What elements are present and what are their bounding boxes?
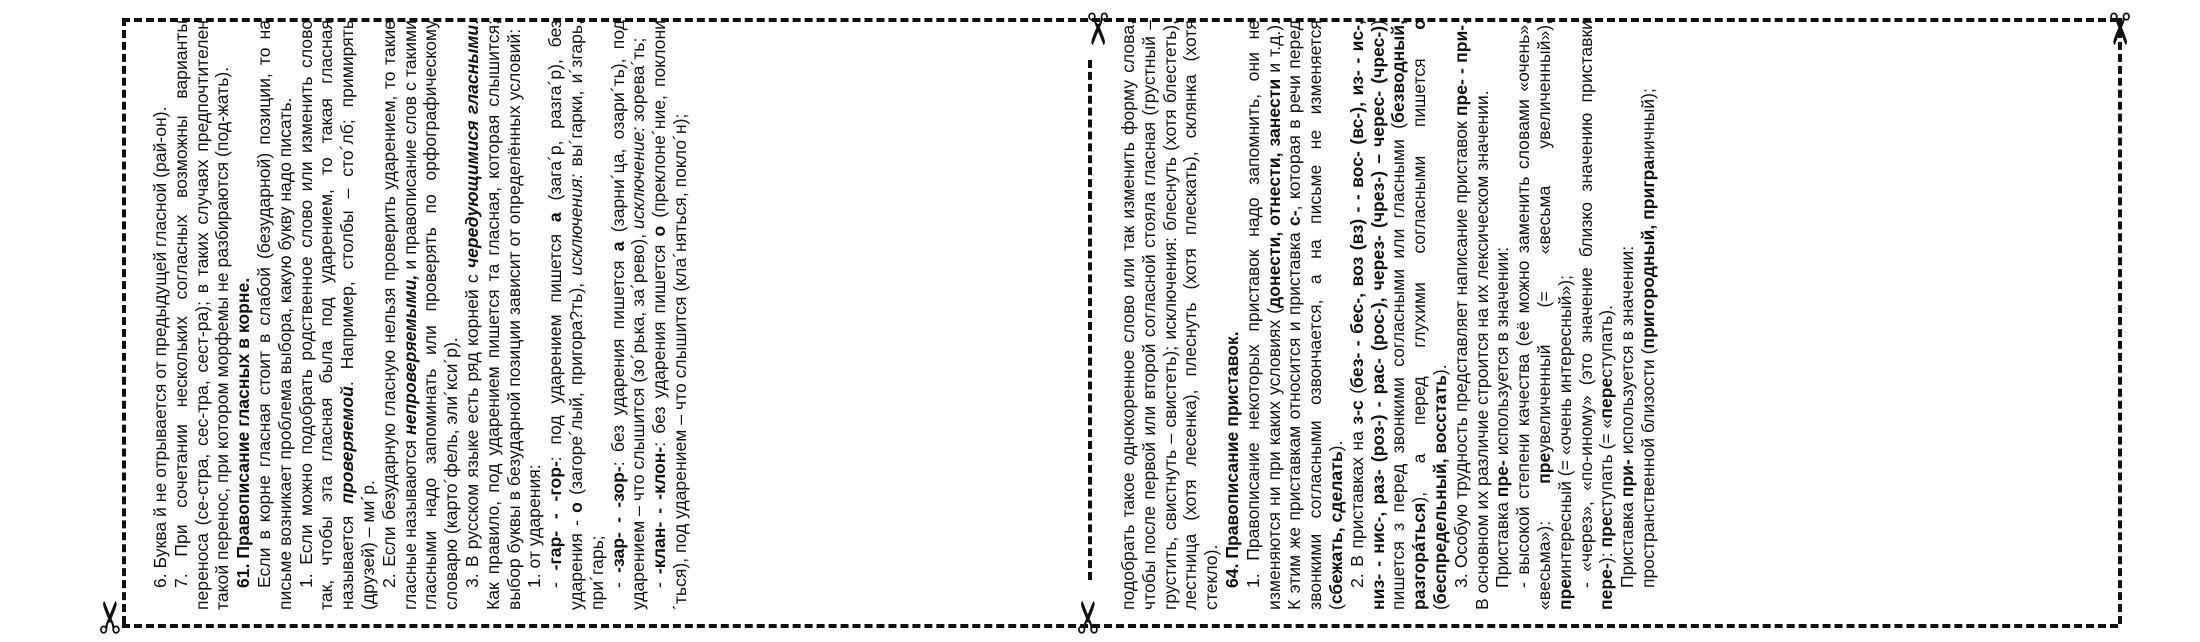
term: -зар- - -зор- (607, 466, 628, 573)
text: используется в значении: (1492, 246, 1513, 461)
term: при- (1617, 459, 1638, 498)
text: (загоре´лый, пригора?ть), (565, 275, 586, 503)
paragraph: Если в корне гласная стоит в слабой (безударной) позиции, то на письме возникает проблема выбора, какую букву надо писать. (253, 20, 295, 610)
paragraph (1243, 20, 1347, 610)
section-heading-64: 64. Правописание приставок. (1221, 331, 1242, 588)
term: з-с (1346, 400, 1367, 425)
text: ( (1346, 387, 1367, 401)
term: с (1409, 20, 1430, 30)
text: ). (1429, 364, 1450, 376)
text: ( (1429, 604, 1450, 610)
text: (зарни´ца, озари´ть), под ударением – что слышится (зо´рька, за´рево), (607, 20, 649, 610)
term: а (545, 212, 566, 223)
middle-dashed-cut-line (1088, 60, 1092, 580)
bottom-dashed-cut-line (122, 624, 2118, 628)
text: ). (1325, 440, 1346, 452)
left-dashed-cut-line (122, 18, 126, 624)
text: Приставка (1492, 497, 1513, 588)
term: а (607, 241, 628, 252)
paragraph (649, 20, 691, 610)
text: Приставка (1617, 497, 1638, 588)
paragraph: 6. Буква й не отрывается от предыдущей гласной (рай-он). (150, 106, 170, 588)
text: : без ударения пишется (607, 251, 628, 467)
term: донести, отнести, занести (1263, 78, 1284, 308)
text: - (545, 570, 566, 588)
scissors-icon: ✂ (1071, 10, 1122, 48)
text: - высокой степени качества (её можно заменить словами «очень», «весьма»): (1513, 20, 1554, 610)
scissors-icon: ✂ (86, 598, 137, 636)
term: пре- - при- (1450, 24, 1471, 117)
paragraph (545, 20, 607, 610)
text: : под ударением пишется (545, 222, 566, 462)
paragraph (1576, 20, 1618, 610)
paragraph (462, 20, 524, 610)
text: пространственной близости ( (1637, 348, 1658, 588)
text: ничный); (1637, 88, 1658, 160)
term: проверяемой (337, 386, 358, 504)
term: с- (1284, 210, 1305, 226)
text: . Как правило, под ударением пишется та гласная, которая слышится; выбор буквы в безударной позиции зависит от определённых условий: (461, 20, 524, 610)
paragraph: подобрать такое однокоренное слово или так изменить форму слова, чтобы после первой или второй согласной стояла гласная (грустный – грустить, свистнуть – свистеть); исключения: блеснуть (хотя блестеть), лестница (хотя лесенка), плеснуть (хотя плескать), склянка (хотя стекло). (1118, 20, 1222, 610)
paragraph (296, 20, 379, 610)
term: -клан- - -клон- (649, 446, 670, 575)
text: ) пишется з перед звонкими согласными или гласными ( (1367, 20, 1409, 610)
paragraph (379, 20, 462, 610)
text: ступать). (1596, 304, 1617, 378)
term: без- - бес-, воз (вз) - - вос- (вс-), из- - ис-, низ- - нис-, раз- (роз-) - рас- (рос-), через- (чрез-) – черес- (чрес-) (1346, 20, 1388, 610)
term: -гар- - -гор- (545, 461, 566, 571)
term: пере- (1596, 563, 1617, 610)
text: исключения: (565, 173, 586, 276)
text: - (607, 572, 628, 588)
text: (преклоне´ние, поклони´ться), под ударением – что слышится (кла´няться, покло´н); (649, 20, 690, 610)
paragraph: 1. от ударения: (524, 464, 545, 588)
term: пре (1554, 578, 1575, 610)
paragraph (1492, 20, 1513, 610)
term: пре- (1492, 460, 1513, 498)
paragraph (1513, 20, 1575, 610)
text: интересный (= «очень интересный»); (1554, 274, 1575, 579)
text: зорева´ть; (628, 37, 649, 127)
paragraph (1347, 20, 1451, 610)
text: , которая в речи перед звонкими согласными озвончается, а на письме не изменяется ( (1284, 20, 1346, 610)
text: исключение: (628, 126, 649, 229)
term: безводный, разгорáться (1388, 20, 1430, 610)
text: ступать (= « (1596, 418, 1617, 517)
text: используется в значении: (1617, 245, 1638, 460)
paragraph (1451, 20, 1493, 610)
text: 3. Особую трудность представляет написание приставок (1450, 116, 1471, 588)
section-heading-61: 61. Правописание гласных в корне. (233, 277, 254, 588)
text: 2. В приставках на (1346, 424, 1367, 588)
text: - (649, 574, 670, 588)
term: о (565, 502, 586, 513)
text: . В основном их различие строится на их лексическом значении. (1450, 20, 1492, 610)
text: ): (1596, 547, 1617, 564)
right-text-column (1118, 20, 1988, 610)
term: о (649, 225, 670, 237)
text: (зага´р, разга´р), без ударения - (545, 20, 586, 610)
text: 1. Правописание некоторых приставок надо запомнить, они не изменяются ни при каких условиях ( (1242, 20, 1284, 610)
text: 2. Если безударную гласную нельзя проверить ударением, то такие гласные называются (378, 20, 420, 610)
term: пригородный, пригра (1637, 159, 1658, 349)
text: : без ударения пишется (649, 236, 670, 447)
scissors-icon: ✂ (1064, 598, 1115, 636)
text: и правописание слов с такими гласными надо запоминать или проверять по орфографическому словарю (карто´фель, эли´кси´р). (399, 20, 462, 610)
text: вы´гарки, и´згарь, при´гарь; (565, 20, 607, 610)
term: чередующимися гласными (461, 24, 482, 269)
paragraph (1617, 20, 1638, 610)
term: пре (1533, 452, 1554, 484)
text: 1. Если можно подобрать родственное слово или изменить слово так, чтобы эта гласная была под ударением, то такая гласная называется (295, 20, 358, 610)
term: беспредельный, восстать (1429, 375, 1450, 605)
term: пере (1596, 377, 1617, 419)
paragraph: 7. При сочетании нескольких согласных возможны варианты переноса (се-стра, сес-тра, сест-ра); в таких случаях предпочтителен такой перенос, при котором морфемы не разбираются (под-жать). (170, 20, 233, 610)
term: сбежать, сделать (1325, 451, 1346, 605)
text: и т.д.). К этим же приставкам относится и приставка (1263, 20, 1305, 610)
scissors-icon: ✂ (2093, 10, 2144, 48)
text: ), а перед глухими согласными пишется (1409, 29, 1430, 503)
text: 3. В русском языке есть ряд корней с (461, 268, 482, 588)
term: непроверяемыми, (399, 274, 420, 435)
paragraph (608, 20, 650, 610)
left-text-column (150, 20, 1020, 610)
text: - «через», «по-иному» (это значение близко значению приставки (1575, 20, 1596, 588)
paragraph (1638, 20, 1659, 610)
right-dashed-cut-line (2118, 18, 2122, 624)
text: увеличенный (= «весьма увеличенный»), (1533, 20, 1554, 453)
text: . Например, столбы – сто´лб; примирять (друзей) – ми´р. (337, 20, 378, 610)
term: пре (1596, 516, 1617, 548)
